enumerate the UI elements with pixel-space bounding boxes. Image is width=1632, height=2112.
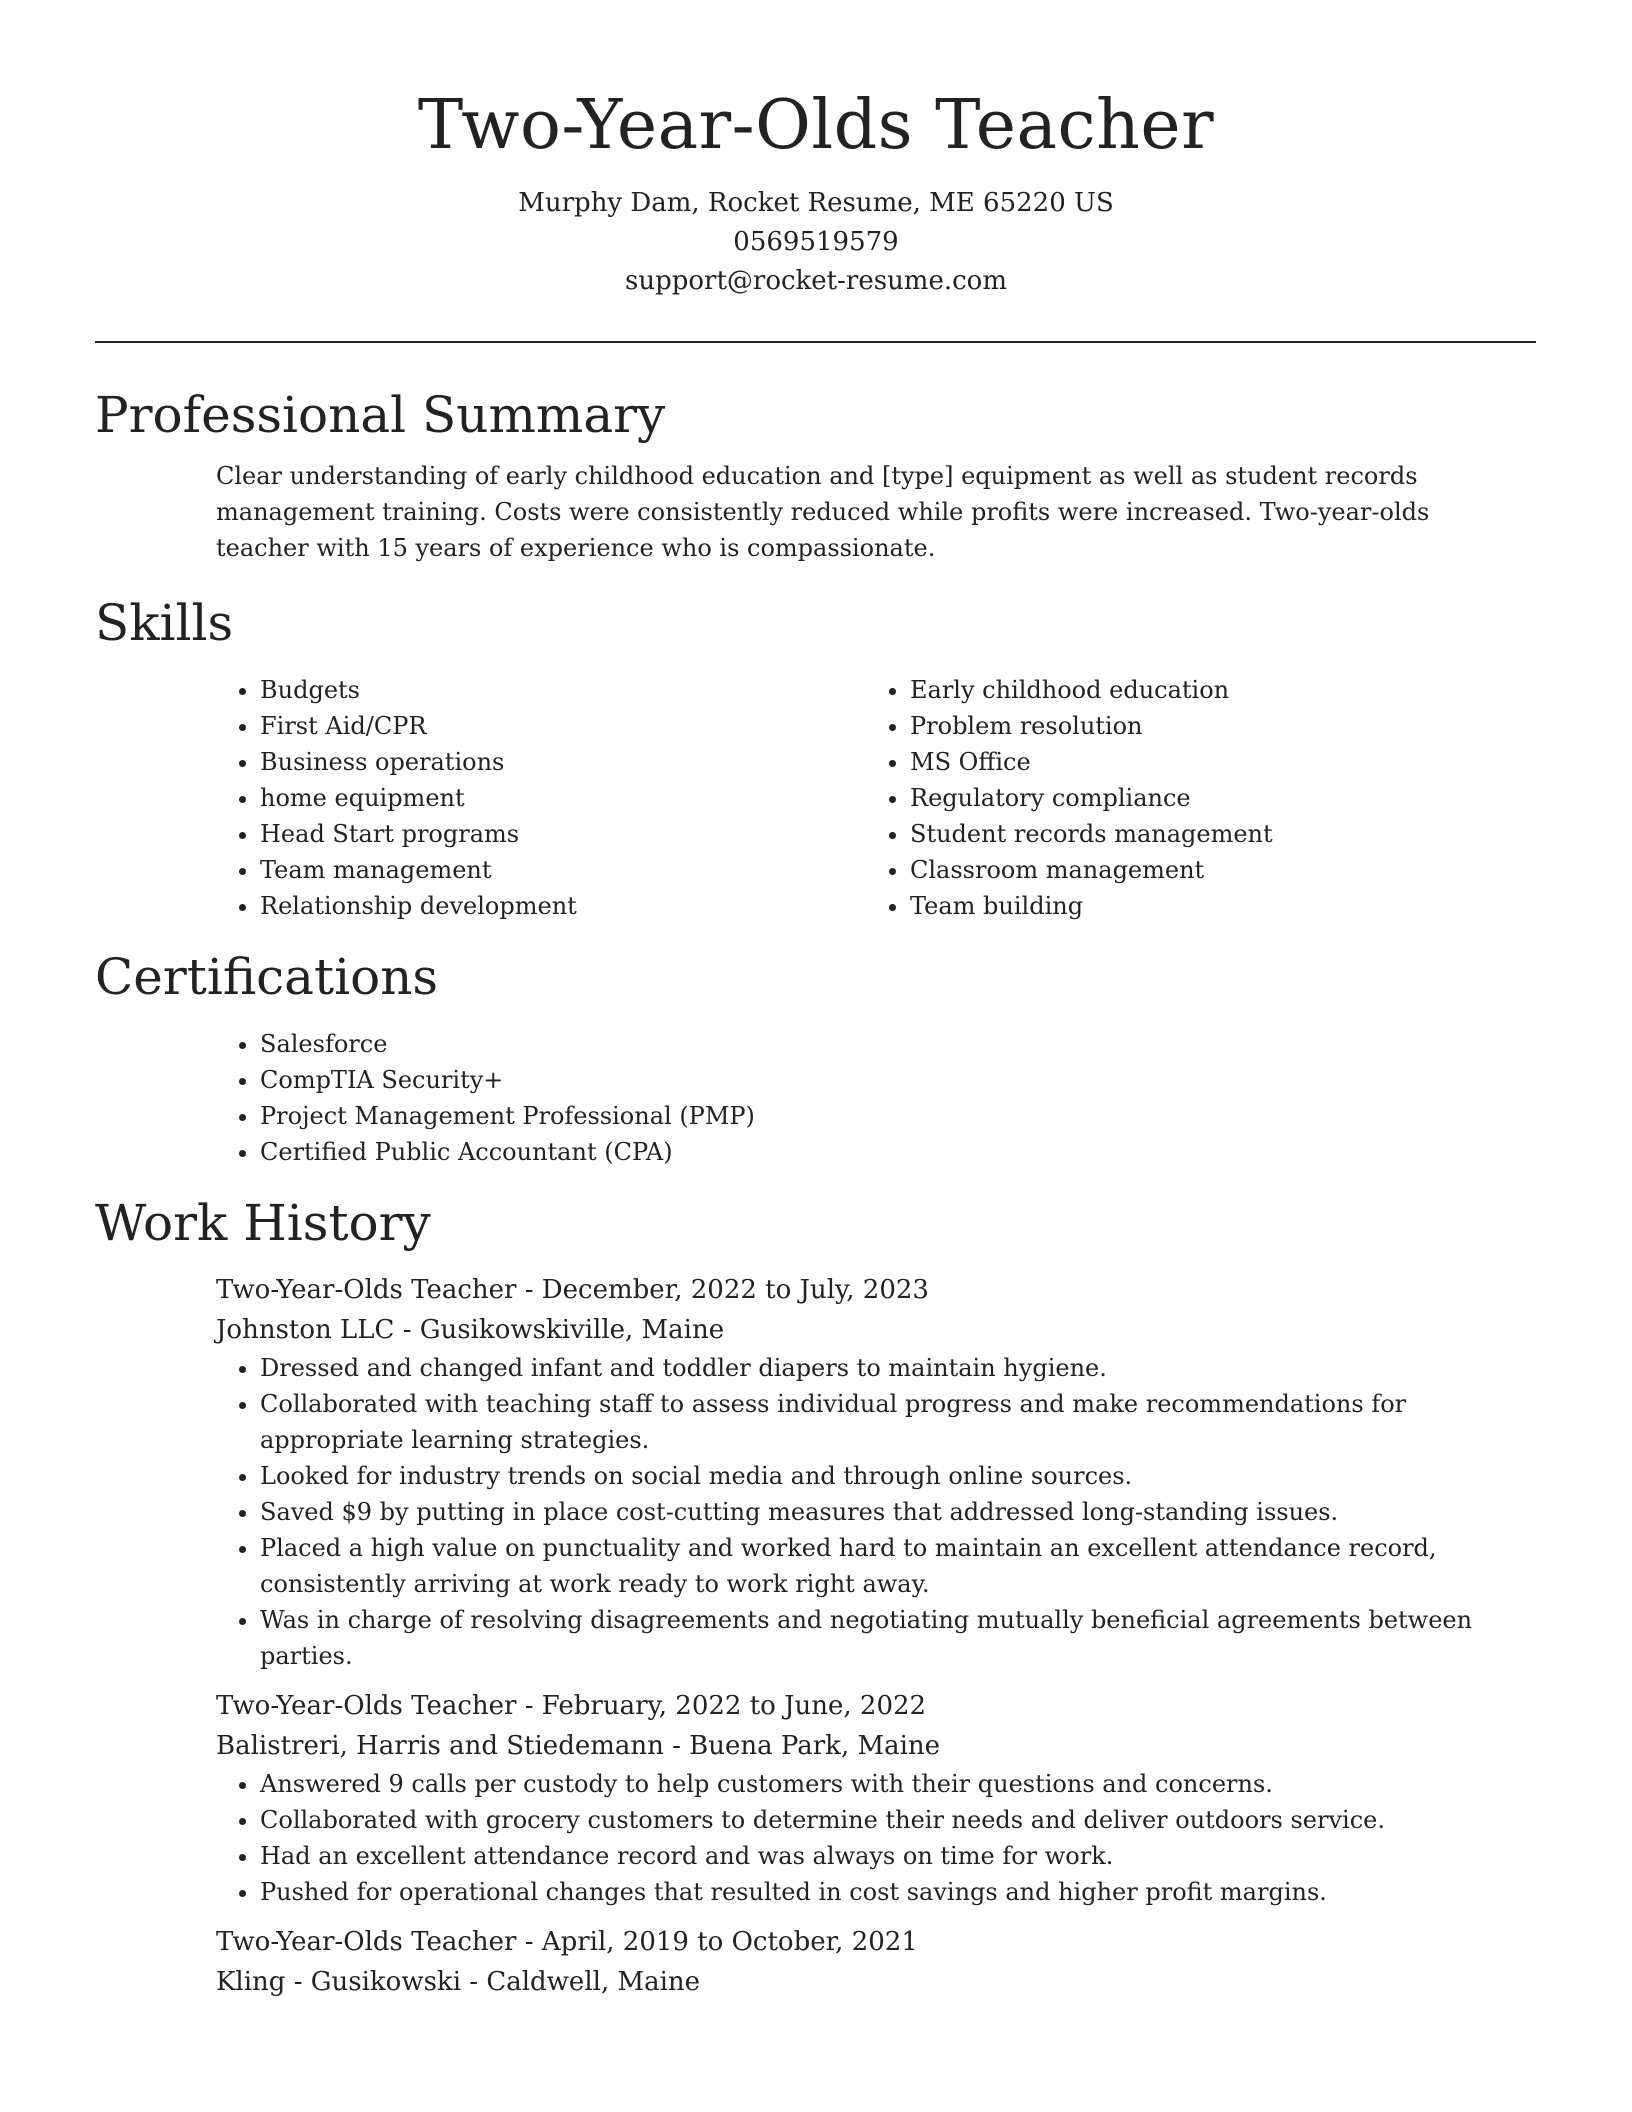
contact-address: Murphy Dam, Rocket Resume, ME 65220 US [518,188,1114,218]
job-role-dates: Two-Year-Olds Teacher - April, 2019 to October, 2021 [216,1927,918,1957]
resume-name: Two-Year-Olds Teacher [417,86,1215,165]
job-bullet: • Pushed for operational changes that resulted in cost savings and higher profit margins. [260,1874,1536,1910]
skills-title: Skills [95,594,234,652]
job-bullet: • Collaborated with grocery customers to determine their needs and deliver outdoors service. [260,1802,1536,1838]
resume-content [95,380,1536,2002]
work-history-section [95,1188,1536,2002]
skill-item: • First Aid/CPR [260,708,866,744]
job-role-dates: Two-Year-Olds Teacher - February, 2022 to June, 2022 [216,1691,927,1721]
skills-column-left [216,672,866,924]
summary-text: Clear understanding of early childhood education and [type] equipment as well as student records management training. Costs were consistently reduced while profits were increased. Two-year-olds teacher with 15 years of experience who is compassionate. [216,462,1430,562]
job-company-location: Kling - Gusikowski - Caldwell, Maine [216,1967,701,1997]
job-company-location: Balistreri, Harris and Stiedemann - Buena Park, Maine [216,1731,941,1761]
skill-item: • Business operations [260,744,866,780]
certification-item: • CompTIA Security+ [260,1062,1536,1098]
contact-email: support@rocket-resume.com [624,266,1007,296]
job-entry [216,1270,1536,1674]
certification-item: • Salesforce [260,1026,1536,1062]
job-bullet: • Looked for industry trends on social media and through online sources. [260,1458,1536,1494]
job-bullet: • Collaborated with teaching staff to assess individual progress and make recommendations for appropriate learning strategies. [260,1386,1536,1458]
certification-item: • Project Management Professional (PMP) [260,1098,1536,1134]
skill-item: • Student records management [910,816,1516,852]
job-company-location: Johnston LLC - Gusikowskiville, Maine [216,1315,725,1345]
summary-title: Professional Summary [95,386,666,444]
job-entry [216,1922,1536,2002]
skill-item: • Early childhood education [910,672,1516,708]
job-role-dates: Two-Year-Olds Teacher - December, 2022 to July, 2023 [216,1275,929,1305]
skill-item: • MS Office [910,744,1516,780]
skills-column-right [866,672,1516,924]
skill-item: • Problem resolution [910,708,1516,744]
contact-block [0,184,1632,301]
skill-item: • Team building [910,888,1516,924]
job-entry [216,1686,1536,1910]
skill-item: • Relationship development [260,888,866,924]
job-bullet: • Dressed and changed infant and toddler diapers to maintain hygiene. [260,1350,1536,1386]
skill-item: • Team management [260,852,866,888]
job-bullet: • Answered 9 calls per custody to help customers with their questions and concerns. [260,1766,1536,1802]
skill-item: • home equipment [260,780,866,816]
skill-item: • Budgets [260,672,866,708]
contact-phone: 0569519579 [733,227,899,257]
job-bullet: • Was in charge of resolving disagreements and negotiating mutually beneficial agreements between parties. [260,1602,1536,1674]
certifications-title: Certifications [95,948,439,1006]
skill-item: • Classroom management [910,852,1516,888]
job-bullet: • Placed a high value on punctuality and worked hard to maintain an excellent attendance record, consistently arriving at work ready to work right away. [260,1530,1536,1602]
certification-item: • Certified Public Accountant (CPA) [260,1134,1536,1170]
summary-section [95,380,1536,566]
job-bullet: • Had an excellent attendance record and was always on time for work. [260,1838,1536,1874]
skills-section [95,588,1536,924]
skill-item: • Regulatory compliance [910,780,1516,816]
header-divider [95,341,1536,343]
work-history-title: Work History [95,1194,431,1252]
job-bullet: • Saved $9 by putting in place cost-cutting measures that addressed long-standing issues. [260,1494,1536,1530]
certifications-section [95,942,1536,1170]
skill-item: • Head Start programs [260,816,866,852]
resume-header [0,0,1632,301]
